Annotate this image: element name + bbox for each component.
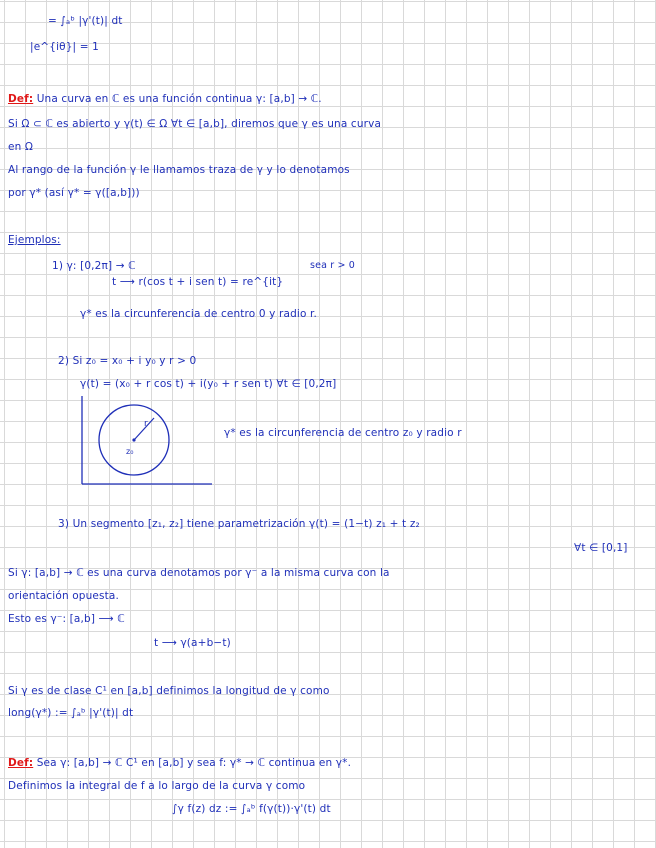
example1-param: t ⟶ r(cos t + i sen t) = re^{it} bbox=[112, 276, 284, 288]
trace-line: Al rango de la función γ le llamamos traza de γ y lo denotamos bbox=[8, 164, 350, 176]
omega-line: Si Ω ⊂ ℂ es abierto y γ(t) ∈ Ω ∀t ∈ [a,b], diremos que γ es una curva bbox=[8, 118, 382, 130]
radius-label: r bbox=[144, 419, 148, 429]
definition-integral bbox=[8, 756, 351, 770]
def-text: Una curva en ℂ es una función continua γ: [a,b] → ℂ. bbox=[36, 93, 322, 105]
length-formula: long(γ*) := ∫ₐᵇ |γ'(t)| dt bbox=[8, 707, 134, 719]
example3-segment: 3) Un segmento [z₁, z₂] tiene parametrización γ(t) = (1−t) z₁ + t z₂ bbox=[58, 518, 420, 530]
trace-notation: por γ* (así γ* = γ([a,b])) bbox=[8, 187, 140, 199]
integral-formula: ∫γ f(z) dz := ∫ₐᵇ f(γ(t))·γ'(t) dt bbox=[172, 803, 331, 815]
integral-definition-line: Definimos la integral de f a lo largo de la curva γ como bbox=[8, 780, 306, 792]
center-label: z₀ bbox=[126, 447, 134, 456]
reverse-curve-param: t ⟶ γ(a+b−t) bbox=[154, 637, 231, 649]
reverse-curve-map: Esto es γ⁻: [a,b] ⟶ ℂ bbox=[8, 613, 125, 625]
def-label: Def: bbox=[8, 757, 34, 769]
top-equation-2: |e^{iθ}| = 1 bbox=[30, 41, 99, 53]
example2-param: γ(t) = (x₀ + r cos t) + i(y₀ + r sen t) ∀t ∈ [0,2π] bbox=[80, 378, 337, 390]
length-definition: Si γ es de clase C¹ en [a,b] definimos la longitud de γ como bbox=[8, 685, 330, 697]
example3-domain: ∀t ∈ [0,1] bbox=[574, 542, 628, 554]
top-equation-1: = ∫ₐᵇ |γ'(t)| dt bbox=[48, 15, 123, 27]
example2-setup: 2) Si z₀ = x₀ + i y₀ y r > 0 bbox=[58, 355, 197, 367]
examples-heading: Ejemplos: bbox=[8, 234, 61, 246]
definition-curve bbox=[8, 92, 322, 106]
reverse-curve-line: Si γ: [a,b] → ℂ es una curva denotamos por γ⁻ a la misma curva con la bbox=[8, 567, 390, 579]
example2-trace: γ* es la circunferencia de centro z₀ y radio r bbox=[224, 427, 462, 439]
omega-line-2: en Ω bbox=[8, 141, 34, 153]
example1-trace: γ* es la circunferencia de centro 0 y radio r. bbox=[80, 308, 318, 320]
center-point bbox=[132, 438, 135, 441]
circle-figure bbox=[76, 392, 216, 488]
def-text: Sea γ: [a,b] → ℂ C¹ en [a,b] y sea f: γ* → ℂ continua en γ*. bbox=[36, 757, 352, 769]
reverse-curve-line-2: orientación opuesta. bbox=[8, 590, 119, 602]
example1-condition: sea r > 0 bbox=[310, 260, 355, 271]
def-label: Def: bbox=[8, 93, 34, 105]
example1-map: 1) γ: [0,2π] → ℂ bbox=[52, 260, 136, 272]
